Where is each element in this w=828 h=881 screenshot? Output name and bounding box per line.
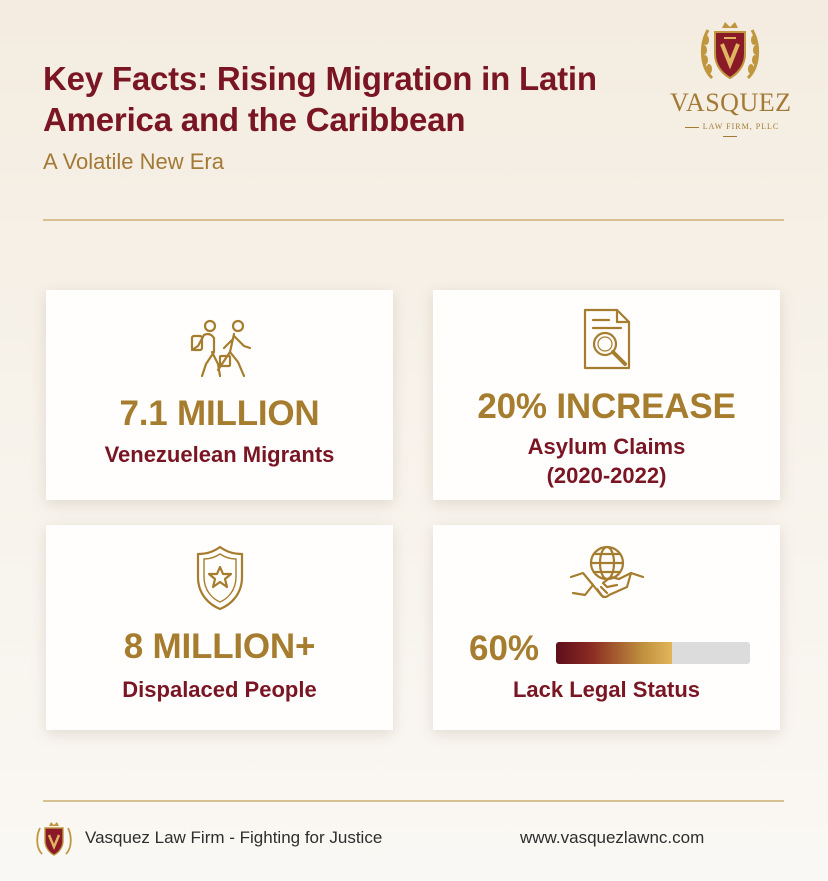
stat-label: Dispalaced People — [122, 677, 317, 702]
stat-label: Asylum Claims — [527, 434, 686, 459]
document-search-icon — [577, 306, 637, 372]
stat-value: 60% — [469, 629, 540, 668]
stat-label-years: (2020-2022) — [546, 463, 667, 488]
progress-bar-fill — [556, 642, 672, 664]
stat-card-asylum-claims — [433, 290, 780, 500]
stat-card-legal-status — [433, 525, 780, 730]
stat-label: Venezuelean Migrants — [104, 442, 335, 467]
stat-card-venezuelan-migrants — [46, 290, 393, 500]
stat-label: Lack Legal Status — [512, 677, 701, 702]
page-title: Key Facts: Rising Migration in Latin America and the Caribbean — [43, 60, 597, 138]
logo-wordmark: VASQUEZ — [670, 88, 792, 117]
stat-card-displaced-people — [46, 525, 393, 730]
globe-handshake-icon — [567, 543, 647, 605]
walking-people-icon — [180, 318, 260, 380]
stat-value: 20% INCREASE — [477, 387, 736, 426]
stat-value: 7.1 MILLION — [119, 394, 320, 433]
crest-icon — [698, 18, 762, 88]
firm-logo — [670, 18, 792, 131]
progress-bar — [556, 642, 750, 664]
footer-website-link[interactable]: www.vasquezlawnc.com — [520, 828, 705, 847]
logo-tagline: LAW FIRM, PLLC — [670, 122, 790, 140]
stat-value: 8 MILLION+ — [123, 627, 316, 666]
shield-star-icon — [192, 543, 248, 613]
footer-divider — [43, 800, 784, 802]
footer-firm-text: Vasquez Law Firm - Fighting for Justice — [85, 828, 383, 847]
page-subtitle: A Volatile New Era — [43, 149, 224, 174]
footer-crest-icon — [34, 820, 74, 860]
header-divider — [43, 219, 784, 221]
